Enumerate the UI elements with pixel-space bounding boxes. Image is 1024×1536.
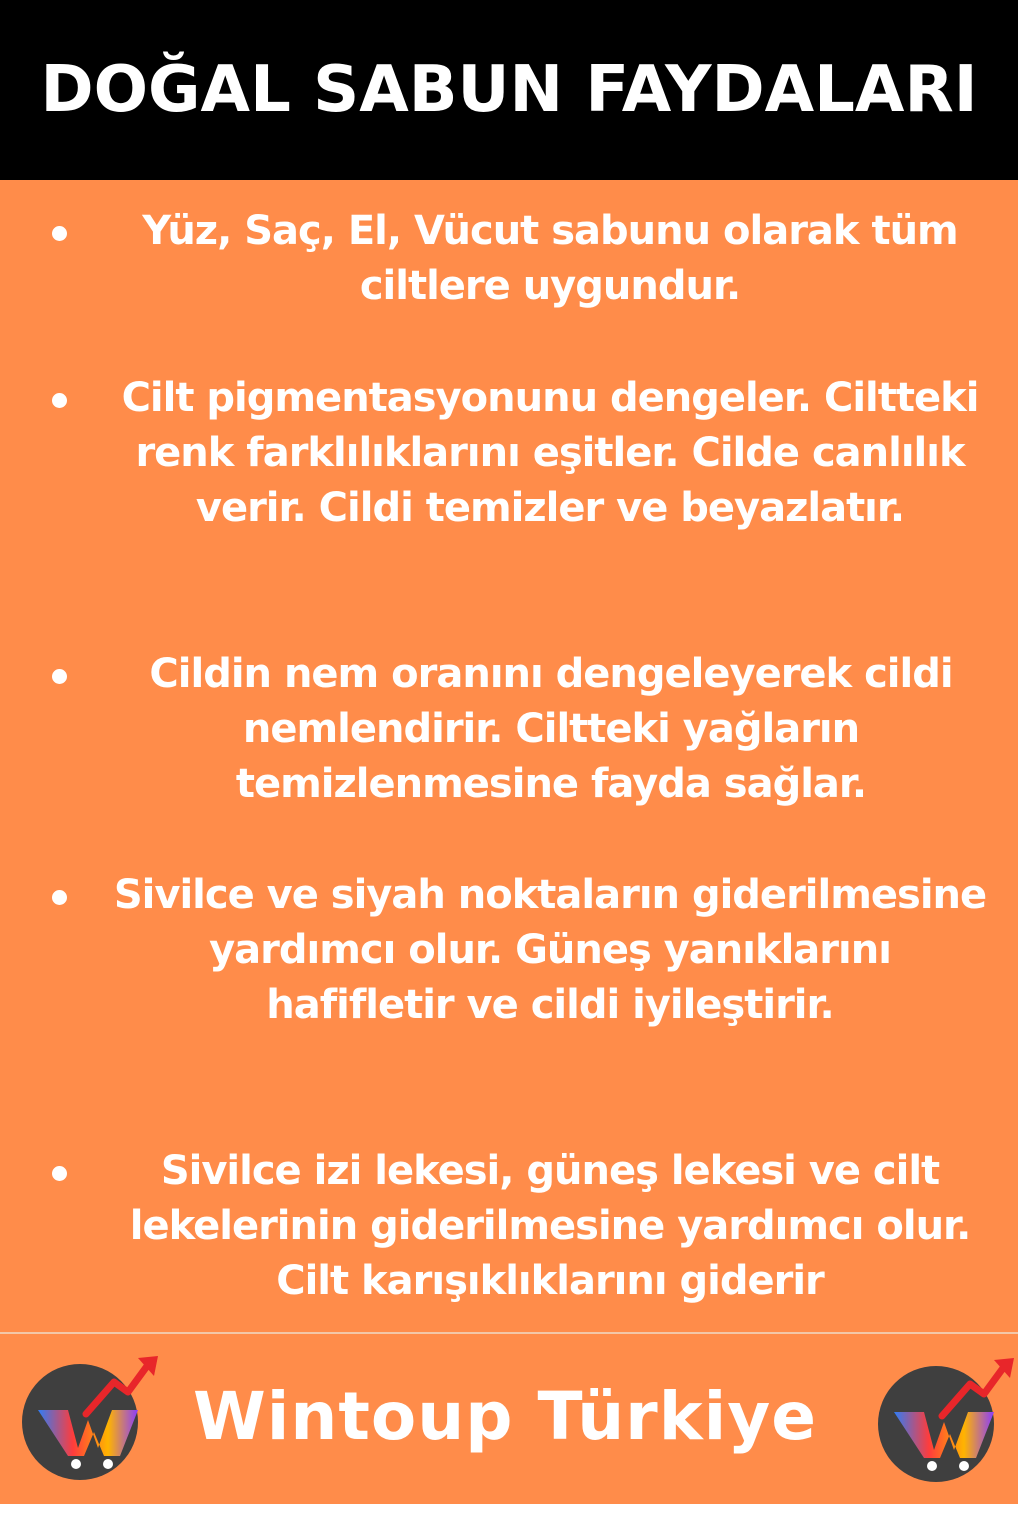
benefit-item [0,371,1018,536]
bullet-dot-icon [52,393,67,408]
benefit-item [0,647,1018,812]
page-title: DOĞAL SABUN FAYDALARI [40,53,978,127]
wintoup-logo-icon [872,1350,1022,1490]
benefit-item [0,1144,1018,1309]
footer-bar [0,1334,1018,1504]
bullet-dot-icon [52,669,67,684]
benefit-item [0,868,1018,1033]
bottom-margin [0,1504,1024,1536]
brand-name: Wintoup Türkiye [192,1378,818,1455]
bullet-dot-icon [52,890,67,905]
bullet-dot-icon [52,226,67,241]
benefits-panel [0,180,1018,1332]
wintoup-logo-icon [16,1348,166,1488]
benefit-item [0,204,1018,314]
benefit-text: Sivilce ve siyah noktaların giderilmesine yardımcı olur. Güneş yanıklarını hafifletir ve cildi iyileştirir. [113,872,987,1028]
benefit-text: Cildin nem oranını dengeleyerek cildi nemlendirir. Ciltteki yağların temizlenmesine fayda sağlar. [149,651,953,807]
benefit-text: Sivilce izi lekesi, güneş lekesi ve cilt lekelerinin giderilmesine yardımcı olur. Cilt karışıklıklarını giderir [129,1148,971,1304]
benefit-text: Yüz, Saç, El, Vücut sabunu olarak tüm ciltlere uygundur. [142,208,958,309]
bullet-dot-icon [52,1166,67,1181]
benefit-text: Cilt pigmentasyonunu dengeler. Ciltteki renk farklılıklarını eşitler. Cilde canlılık verir. Cildi temizler ve beyazlatır. [121,375,979,531]
right-margin [1018,0,1024,1536]
header-bar [0,0,1018,180]
